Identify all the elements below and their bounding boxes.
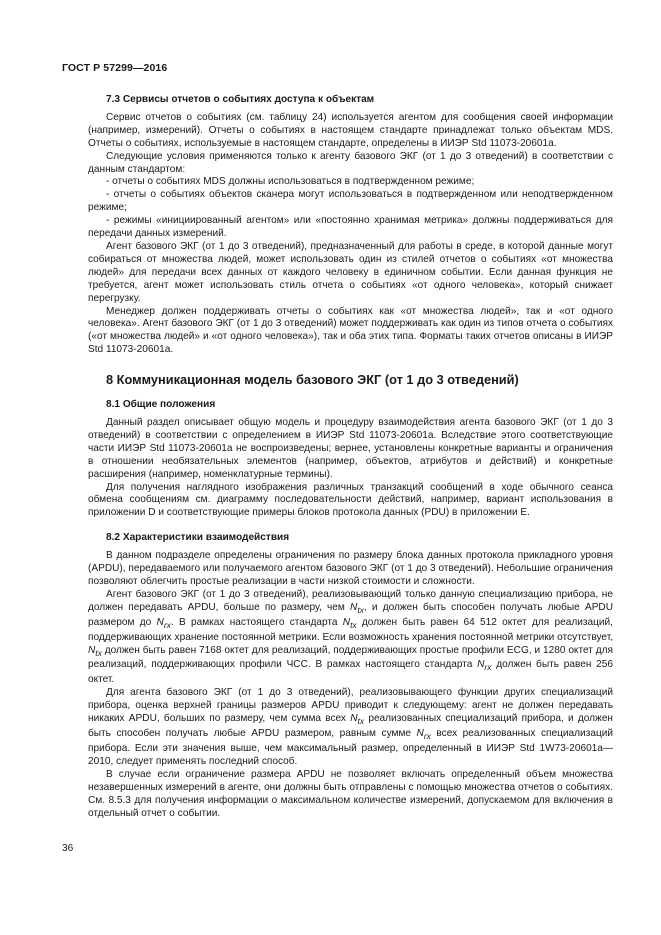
list-item: - режимы «инициированный агентом» или «постоянно хранимая метрика» должны поддерживаться для передачи данных измерений.	[88, 215, 613, 240]
section-7-3-heading: 7.3 Сервисы отчетов о событиях доступа к объектам	[106, 94, 375, 105]
list-item: - отчеты о событиях объектов сканера могут использоваться в подтвержденном или неподтвержденном режиме;	[88, 189, 613, 214]
paragraph: Агент базового ЭКГ (от 1 до 3 отведений), предназначенный для работы в среде, в которой данные могут собираться от множества людей, может использовать один из стилей отчетов о событиях «от множества людей» для передачи всех данных от каждого человеку в единичном событии. Если данная функция не требуется, агент может использовать стиль отчета о событиях «от одного человека», который снижает перегрузку.	[88, 240, 613, 304]
paragraph: В данном подразделе определены ограничения по размеру блока данных протокола прикладного уровня (APDU), передаваемого или получаемого агентом базового ЭКГ (от 1 до 3 отведений). Небольшие ограничения позволяют облегчить простые реализации в части низкой стоимости и сложности.	[88, 550, 613, 587]
paragraph-multi-specialization	[88, 687, 613, 768]
symbol-n-rx: $N_{rx}$	[416, 728, 431, 742]
page-content	[88, 94, 613, 820]
text-run: Для агента базового ЭКГ (от 1 до 3 отведений), реализовывающего функции других специализаций прибора, оценка верхней границы размеров APDU приводит к следующему: агент не должен передавать никаких APDU, больших по размеру, чем сумма всех	[88, 687, 613, 725]
text-run: должен быть равен 256 октет.	[88, 659, 613, 686]
paragraph-apdu-limits	[88, 589, 613, 687]
section-8-heading: 8 Коммуникационная модель базового ЭКГ (от 1 до 3 отведений)	[106, 372, 519, 388]
section-8-1-heading: 8.1 Общие положения	[106, 399, 216, 411]
text-run: . В рамках настоящего стандарта	[170, 616, 343, 628]
document-code-header: ГОСТ Р 57299—2016	[62, 62, 168, 74]
text-run: , и должен быть способен получать любые APDU размером до	[88, 601, 614, 628]
section-8-2-heading: 8.2 Характеристики взаимодействия	[106, 532, 290, 544]
symbol-n-tx: $N_{tx}$	[350, 713, 365, 727]
symbol-n-rx: $N_{rx}$	[477, 659, 492, 673]
text-run: Агент базового ЭКГ (от 1 до 3 отведений), реализовывающий только данную специализацию прибора, не должен передавать APDU, больше по размеру, чем	[88, 588, 613, 613]
text-run: должен быть равен 7168 октет для реализаций, поддерживающих простые профили ECG, и 1280 октет для реализаций, поддерживающих профили ЧСС. В рамках настоящего стандарта	[88, 644, 613, 671]
paragraph: Менеджер должен поддерживать отчеты о событиях как «от множества людей», так и «от одного человека». Агент базового ЭКГ (от 1 до 3 отведений) может поддерживать как один из типов отчета о событиях («от множества людей» и «от одного человека»), так и оба этих типа. Форматы таких отчетов описаны в ИИЭР Std 11073-20601a.	[88, 305, 613, 356]
paragraph: Данный раздел описывает общую модель и процедуру взаимодействия агента базового ЭКГ (от 1 до 3 отведений) в соответствии с определением в ИИЭР Std 11073-20601a. Вследствие этого соответствующие части ИИЭР Std 11073-20601a не воспроизведены; вернее, установлены конкретные варианты и ограничения в отношении необязательных элементов (например, объектов, атрибутов и действий) и конкретные расширения (например, номенклатурные термины).	[88, 417, 613, 480]
symbol-n-tx: $N_{tx}$	[342, 616, 357, 630]
paragraph: Следующие условия применяются только к агенту базового ЭКГ (от 1 до 3 отведений) в соответствии с данным стандартом:	[88, 150, 613, 175]
symbol-n-tx: $N_{tx}$	[88, 644, 102, 658]
list-item: - отчеты о событиях MDS должны использоваться в подтвержденном режиме;	[106, 176, 475, 188]
symbol-n-rx: $N_{rx}$	[156, 616, 171, 630]
text-run: должен быть равен 64 512 октет для реализаций, поддерживающих хранение постоянной метрики. Если возможность хранения постоянной метрики отсутствует,	[88, 616, 613, 643]
text-run: всех реализованных специализаций прибора. Если эти значения выше, чем максимальный размер, определенный в ИИЭР Std 1W73-20601a—2010, следует применять последний способ.	[88, 728, 613, 767]
paragraph: Сервис отчетов о событиях (см. таблицу 24) используется агентом для сообщения своей информации (например, измерений). Отчеты о событиях в настоящем стандарте принадлежат только объектам MDS. Отчеты о событиях, используемые в настоящем стандарте, определены в ИИЭР Std 11073-20601a.	[88, 111, 613, 149]
paragraph: В случае если ограничение размера APDU не позволяет включать определенный объем множества незавершенных измерений в агенте, они должны быть отправлены с помощью множества отчетов о событиях. См. 8.5.3 для получения информации о максимальном количестве измерений, допускаемом для включения в отдельный отчет о событии.	[88, 768, 613, 819]
symbol-n-tx: $N_{tx}$	[350, 601, 364, 615]
page-number: 36	[62, 843, 74, 854]
paragraph: Для получения наглядного изображения различных транзакций сообщений в ходе обычного сеанса обмена сообщениям см. диаграмму последовательности действий, например, вариант использования в приложении D и соответствующие примеры блоков протокола данных (PDU) в приложении E.	[88, 481, 613, 519]
text-run: реализованных специализаций прибора, и должен быть способен получать любые APDU размером, равным сумме	[88, 713, 614, 740]
